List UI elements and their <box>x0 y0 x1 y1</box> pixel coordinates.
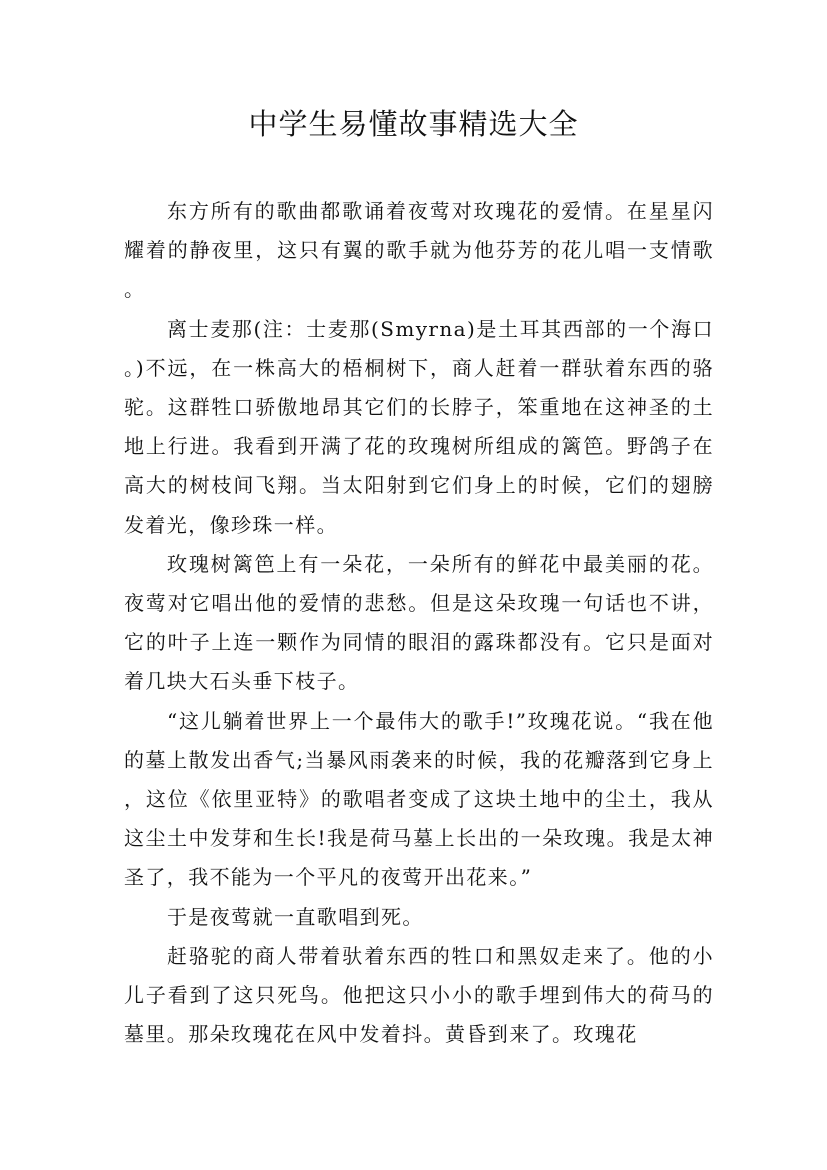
paragraph: 玫瑰树篱笆上有一朵花，一朵所有的鲜花中最美丽的花。夜莺对它唱出他的爱情的悲愁。但是这朵玫瑰一句话也不讲，它的叶子上连一颗作为同情的眼泪的露珠都没有。它只是面对着几块大石头垂下枝子。 <box>124 551 714 694</box>
paragraph: 赶骆驼的商人带着驮着东西的牲口和黑奴走来了。他的小儿子看到了这只死鸟。他把这只小小的歌手埋到伟大的荷马的墓里。那朵玫瑰花在风中发着抖。黄昏到来了。玫瑰花 <box>124 943 714 1047</box>
paragraph: 离士麦那(注：士麦那(Smyrna)是土耳其西部的一个海口。)不远，在一株高大的梧桐树下，商人赶着一群驮着东西的骆驼。这群牲口骄傲地昂其它们的长脖子，笨重地在这神圣的土地上行进。我看到开满了花的玫瑰树所组成的篱笆。野鸽子在高大的树枝间飞翔。当太阳射到它们身上的时候，它们的翅膀发着光，像珍珠一样。 <box>124 316 714 537</box>
paragraph: “这儿躺着世界上一个最伟大的歌手!”玫瑰花说。“我在他的墓上散发出香气;当暴风雨袭来的时候，我的花瓣落到它身上，这位《依里亚特》的歌唱者变成了这块土地中的尘土，我从这尘土中发芽和生长!我是荷马墓上长出的一朵玫瑰。我是太神圣了，我不能为一个平凡的夜莺开出花来。” <box>124 708 714 890</box>
document-title: 中学生易懂故事精选大全 <box>248 107 579 141</box>
document-body <box>124 192 714 1054</box>
paragraph: 东方所有的歌曲都歌诵着夜莺对玫瑰花的爱情。在星星闪耀着的静夜里，这只有翼的歌手就为他芬芳的花儿唱一支情歌。 <box>124 199 714 302</box>
paragraph: 于是夜莺就一直歌唱到死。 <box>167 904 424 929</box>
